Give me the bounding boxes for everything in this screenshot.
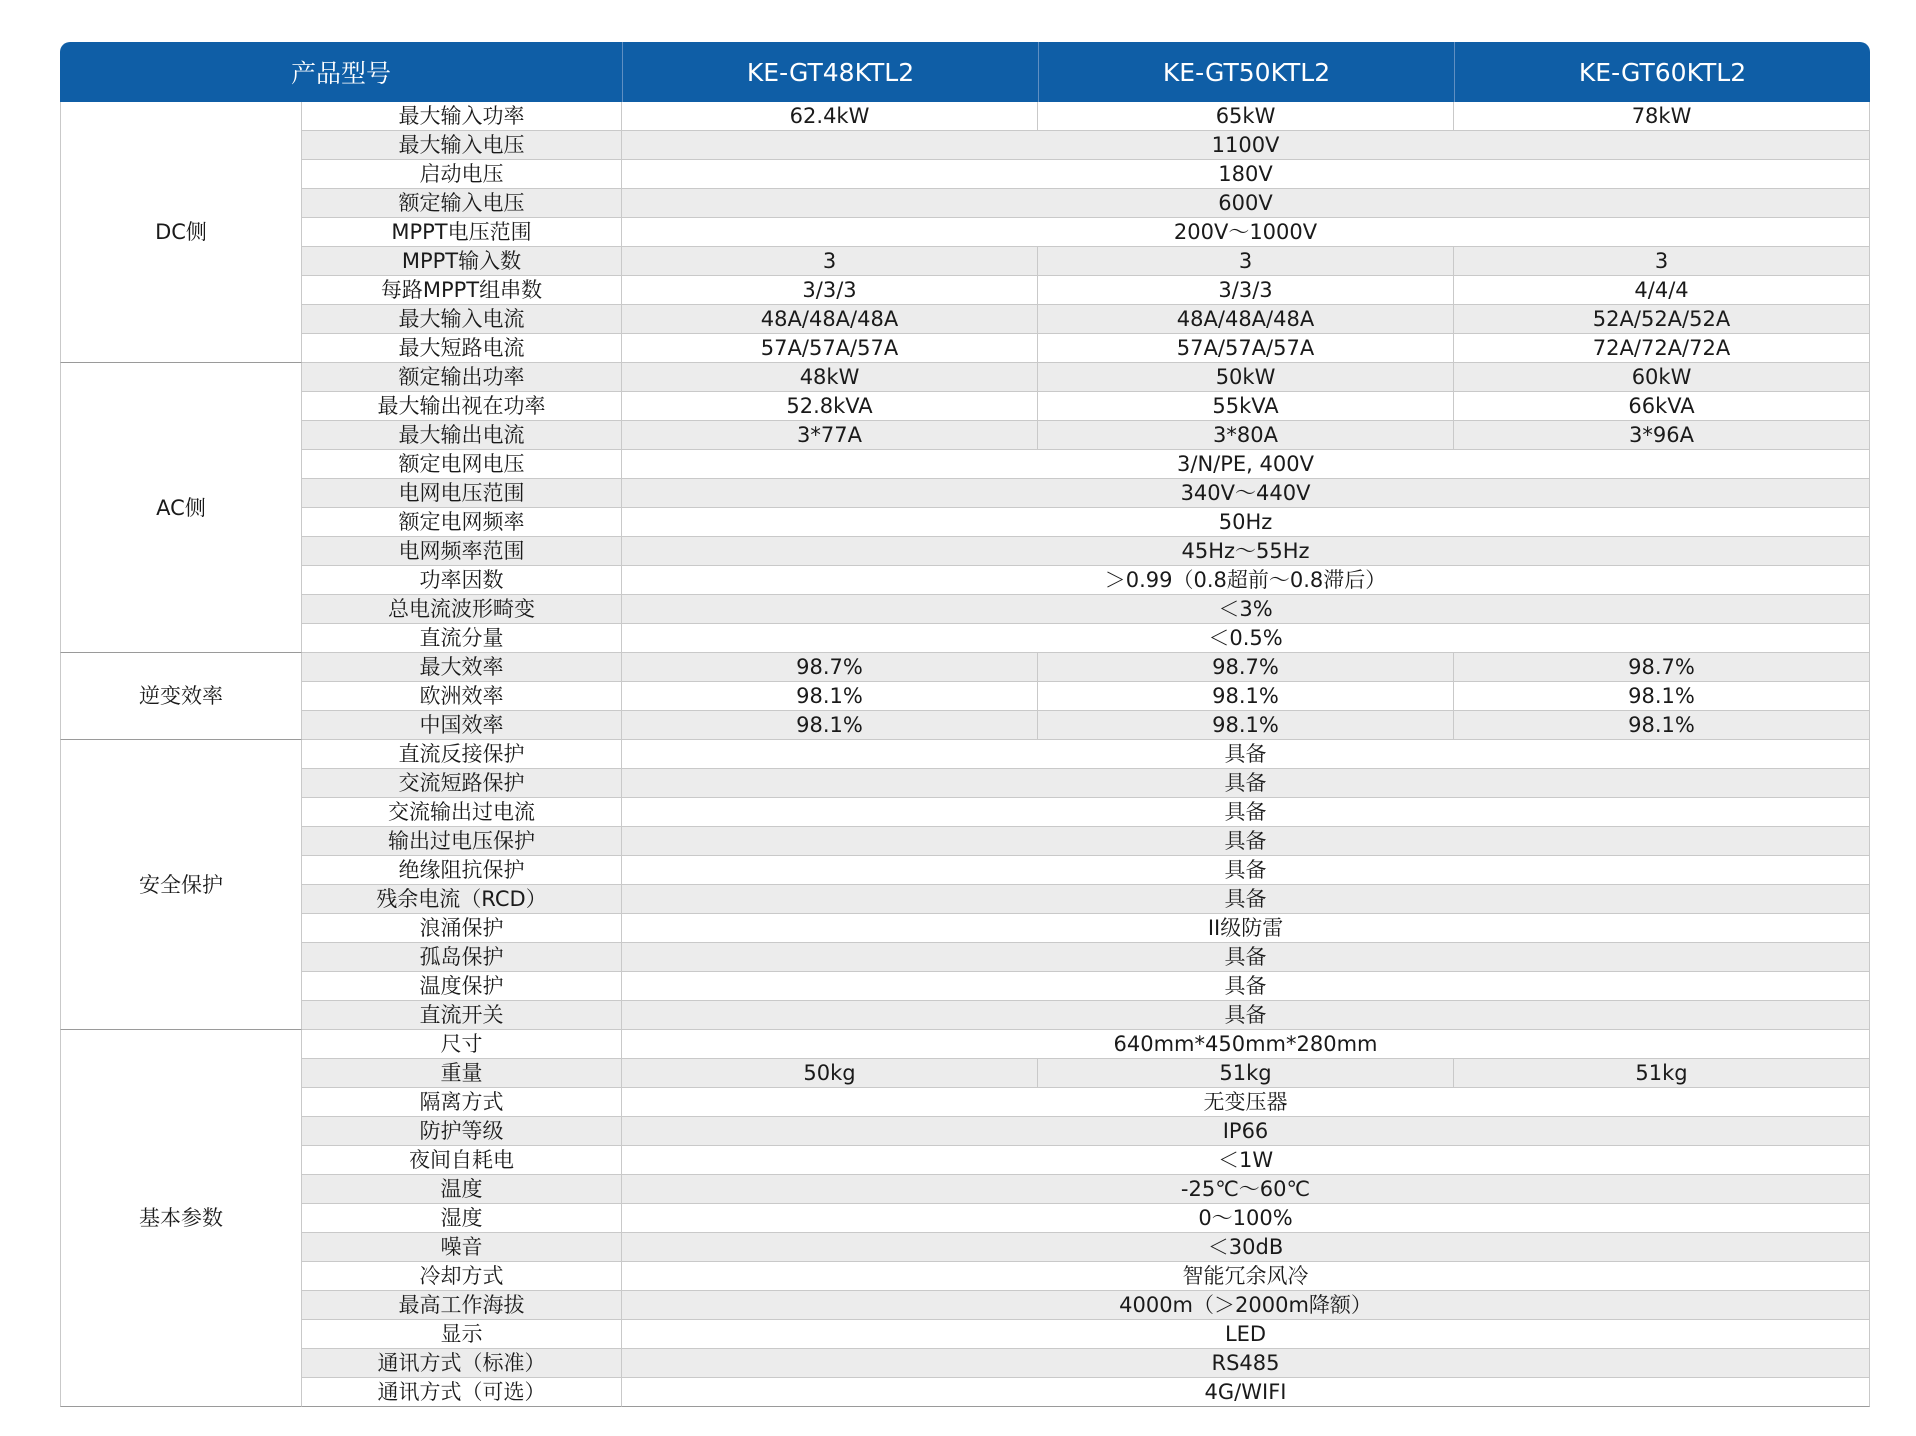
shared-value-cell: -25℃～60℃ xyxy=(622,1175,1870,1204)
value-cell-model-1: 98.1% xyxy=(622,711,1038,740)
param-name: 温度保护 xyxy=(302,972,622,1001)
table-row xyxy=(60,1204,1870,1233)
param-name: 额定电网频率 xyxy=(302,508,622,537)
value-cell-model-3: 51kg xyxy=(1454,1059,1870,1088)
table-row xyxy=(60,102,1870,131)
table-row xyxy=(60,682,1870,711)
value-cell-model-1: 3 xyxy=(622,247,1038,276)
param-name: 冷却方式 xyxy=(302,1262,622,1291)
shared-value-cell: ＞0.99（0.8超前～0.8滞后） xyxy=(622,566,1870,595)
param-name: 通讯方式（标准） xyxy=(302,1349,622,1378)
table-row xyxy=(60,160,1870,189)
param-name: 最大输出电流 xyxy=(302,421,622,450)
table-row xyxy=(60,1378,1870,1407)
shared-value-cell: 无变压器 xyxy=(622,1088,1870,1117)
shared-value-cell: 具备 xyxy=(622,1001,1870,1030)
value-cell-model-2: 48A/48A/48A xyxy=(1038,305,1454,334)
param-name: 电网电压范围 xyxy=(302,479,622,508)
param-name: 最大效率 xyxy=(302,653,622,682)
table-row xyxy=(60,1001,1870,1030)
table-row xyxy=(60,1146,1870,1175)
table-row xyxy=(60,392,1870,421)
param-name: 湿度 xyxy=(302,1204,622,1233)
value-cell-model-3: 60kW xyxy=(1454,363,1870,392)
table-row xyxy=(60,1262,1870,1291)
param-name: 噪音 xyxy=(302,1233,622,1262)
shared-value-cell: ＜3% xyxy=(622,595,1870,624)
table-row xyxy=(60,1030,1870,1059)
param-name: 尺寸 xyxy=(302,1030,622,1059)
table-row xyxy=(60,624,1870,653)
value-cell-model-3: 52A/52A/52A xyxy=(1454,305,1870,334)
table-row xyxy=(60,508,1870,537)
group-label: 安全保护 xyxy=(60,740,302,1030)
value-cell-model-1: 3*77A xyxy=(622,421,1038,450)
shared-value-cell: 180V xyxy=(622,160,1870,189)
param-name: 最高工作海拔 xyxy=(302,1291,622,1320)
table-row xyxy=(60,798,1870,827)
value-cell-model-3: 4/4/4 xyxy=(1454,276,1870,305)
shared-value-cell: 具备 xyxy=(622,740,1870,769)
param-name: 显示 xyxy=(302,1320,622,1349)
shared-value-cell: RS485 xyxy=(622,1349,1870,1378)
param-name: 孤岛保护 xyxy=(302,943,622,972)
param-name: 交流短路保护 xyxy=(302,769,622,798)
shared-value-cell: 具备 xyxy=(622,972,1870,1001)
shared-value-cell: ＜1W xyxy=(622,1146,1870,1175)
param-name: MPPT输入数 xyxy=(302,247,622,276)
table-row xyxy=(60,566,1870,595)
value-cell-model-3: 3 xyxy=(1454,247,1870,276)
param-name: 额定输入电压 xyxy=(302,189,622,218)
value-cell-model-1: 3/3/3 xyxy=(622,276,1038,305)
header-model-2: KE-GT50KTL2 xyxy=(1038,42,1454,102)
value-cell-model-3: 98.1% xyxy=(1454,711,1870,740)
param-name: 最大输入功率 xyxy=(302,102,622,131)
param-name: 隔离方式 xyxy=(302,1088,622,1117)
param-name: 夜间自耗电 xyxy=(302,1146,622,1175)
value-cell-model-3: 72A/72A/72A xyxy=(1454,334,1870,363)
param-name: 交流输出过电流 xyxy=(302,798,622,827)
param-name: 直流反接保护 xyxy=(302,740,622,769)
param-name: 重量 xyxy=(302,1059,622,1088)
param-name: 通讯方式（可选） xyxy=(302,1378,622,1407)
shared-value-cell: 4000m（＞2000m降额） xyxy=(622,1291,1870,1320)
table-row xyxy=(60,856,1870,885)
table-row xyxy=(60,1233,1870,1262)
table-row xyxy=(60,740,1870,769)
value-cell-model-2: 98.1% xyxy=(1038,711,1454,740)
table-row xyxy=(60,1320,1870,1349)
value-cell-model-2: 65kW xyxy=(1038,102,1454,131)
group-label: 基本参数 xyxy=(60,1030,302,1407)
param-name: MPPT电压范围 xyxy=(302,218,622,247)
param-name: 启动电压 xyxy=(302,160,622,189)
value-cell-model-1: 52.8kVA xyxy=(622,392,1038,421)
group-label: DC侧 xyxy=(60,102,302,363)
param-name: 最大输入电流 xyxy=(302,305,622,334)
value-cell-model-2: 51kg xyxy=(1038,1059,1454,1088)
header-row xyxy=(60,42,1870,102)
table-row xyxy=(60,595,1870,624)
shared-value-cell: 640mm*450mm*280mm xyxy=(622,1030,1870,1059)
shared-value-cell: 具备 xyxy=(622,943,1870,972)
table-row xyxy=(60,450,1870,479)
table-row xyxy=(60,914,1870,943)
shared-value-cell: 340V～440V xyxy=(622,479,1870,508)
param-name: 残余电流（RCD） xyxy=(302,885,622,914)
param-name: 每路MPPT组串数 xyxy=(302,276,622,305)
value-cell-model-2: 3 xyxy=(1038,247,1454,276)
group-label: 逆变效率 xyxy=(60,653,302,740)
value-cell-model-1: 98.7% xyxy=(622,653,1038,682)
table-row xyxy=(60,305,1870,334)
shared-value-cell: 1100V xyxy=(622,131,1870,160)
shared-value-cell: IP66 xyxy=(622,1117,1870,1146)
shared-value-cell: 具备 xyxy=(622,827,1870,856)
table-row xyxy=(60,421,1870,450)
value-cell-model-1: 62.4kW xyxy=(622,102,1038,131)
shared-value-cell: ＜30dB xyxy=(622,1233,1870,1262)
table-row xyxy=(60,711,1870,740)
table-row xyxy=(60,653,1870,682)
value-cell-model-2: 57A/57A/57A xyxy=(1038,334,1454,363)
value-cell-model-3: 78kW xyxy=(1454,102,1870,131)
shared-value-cell: II级防雷 xyxy=(622,914,1870,943)
table-row xyxy=(60,1291,1870,1320)
table-row xyxy=(60,943,1870,972)
value-cell-model-2: 98.7% xyxy=(1038,653,1454,682)
table-row xyxy=(60,247,1870,276)
header-model-1: KE-GT48KTL2 xyxy=(622,42,1038,102)
table-row xyxy=(60,827,1870,856)
value-cell-model-3: 98.7% xyxy=(1454,653,1870,682)
value-cell-model-1: 48A/48A/48A xyxy=(622,305,1038,334)
table-row xyxy=(60,1088,1870,1117)
table-row xyxy=(60,1175,1870,1204)
table-row xyxy=(60,131,1870,160)
shared-value-cell: 具备 xyxy=(622,885,1870,914)
header-model-3: KE-GT60KTL2 xyxy=(1454,42,1870,102)
shared-value-cell: 200V～1000V xyxy=(622,218,1870,247)
value-cell-model-3: 98.1% xyxy=(1454,682,1870,711)
table-row xyxy=(60,218,1870,247)
table-body xyxy=(60,102,1870,1407)
table-row xyxy=(60,1349,1870,1378)
shared-value-cell: 600V xyxy=(622,189,1870,218)
shared-value-cell: 3/N/PE, 400V xyxy=(622,450,1870,479)
table-row xyxy=(60,885,1870,914)
param-name: 电网频率范围 xyxy=(302,537,622,566)
value-cell-model-2: 3*80A xyxy=(1038,421,1454,450)
param-name: 欧洲效率 xyxy=(302,682,622,711)
param-name: 额定电网电压 xyxy=(302,450,622,479)
table-header xyxy=(60,42,1870,102)
value-cell-model-1: 48kW xyxy=(622,363,1038,392)
group-label: AC侧 xyxy=(60,363,302,653)
table-row xyxy=(60,189,1870,218)
param-name: 最大输出视在功率 xyxy=(302,392,622,421)
shared-value-cell: ＜0.5% xyxy=(622,624,1870,653)
table-row xyxy=(60,769,1870,798)
value-cell-model-2: 55kVA xyxy=(1038,392,1454,421)
table-row xyxy=(60,479,1870,508)
shared-value-cell: 50Hz xyxy=(622,508,1870,537)
param-name: 绝缘阻抗保护 xyxy=(302,856,622,885)
param-name: 总电流波形畸变 xyxy=(302,595,622,624)
shared-value-cell: 0～100% xyxy=(622,1204,1870,1233)
value-cell-model-3: 66kVA xyxy=(1454,392,1870,421)
spec-table xyxy=(60,42,1870,1407)
param-name: 直流分量 xyxy=(302,624,622,653)
param-name: 输出过电压保护 xyxy=(302,827,622,856)
param-name: 浪涌保护 xyxy=(302,914,622,943)
value-cell-model-1: 57A/57A/57A xyxy=(622,334,1038,363)
param-name: 温度 xyxy=(302,1175,622,1204)
table-row xyxy=(60,1117,1870,1146)
value-cell-model-2: 3/3/3 xyxy=(1038,276,1454,305)
param-name: 额定输出功率 xyxy=(302,363,622,392)
value-cell-model-1: 50kg xyxy=(622,1059,1038,1088)
shared-value-cell: 具备 xyxy=(622,856,1870,885)
value-cell-model-2: 98.1% xyxy=(1038,682,1454,711)
param-name: 中国效率 xyxy=(302,711,622,740)
shared-value-cell: 4G/WIFI xyxy=(622,1378,1870,1407)
table-row xyxy=(60,363,1870,392)
param-name: 直流开关 xyxy=(302,1001,622,1030)
value-cell-model-1: 98.1% xyxy=(622,682,1038,711)
table-row xyxy=(60,537,1870,566)
table-row xyxy=(60,1059,1870,1088)
param-name: 功率因数 xyxy=(302,566,622,595)
value-cell-model-2: 50kW xyxy=(1038,363,1454,392)
table-row xyxy=(60,276,1870,305)
shared-value-cell: LED xyxy=(622,1320,1870,1349)
value-cell-model-3: 3*96A xyxy=(1454,421,1870,450)
shared-value-cell: 智能冗余风冷 xyxy=(622,1262,1870,1291)
param-name: 最大输入电压 xyxy=(302,131,622,160)
shared-value-cell: 具备 xyxy=(622,769,1870,798)
param-name: 防护等级 xyxy=(302,1117,622,1146)
header-label: 产品型号 xyxy=(60,42,622,102)
shared-value-cell: 具备 xyxy=(622,798,1870,827)
shared-value-cell: 45Hz～55Hz xyxy=(622,537,1870,566)
param-name: 最大短路电流 xyxy=(302,334,622,363)
table-row xyxy=(60,972,1870,1001)
table-row xyxy=(60,334,1870,363)
